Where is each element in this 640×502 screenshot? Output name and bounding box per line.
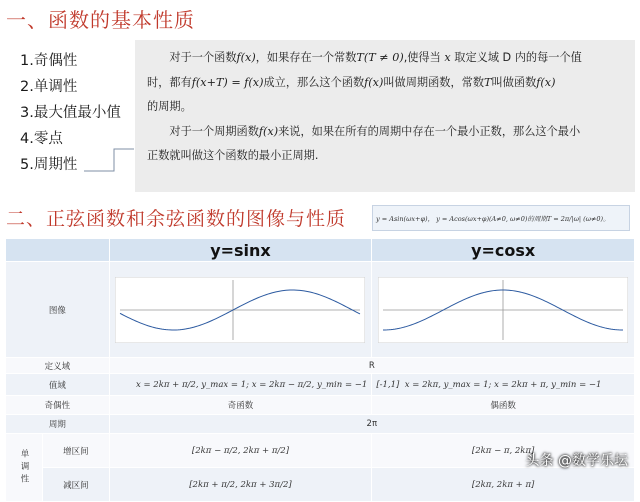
list-item: 2.单调性 xyxy=(20,79,78,95)
table-row xyxy=(6,415,635,434)
section1-title: 一、函数的基本性质 xyxy=(6,8,195,32)
range-cos: x = 2kπ, y_max = 1; x = 2kπ + π, y_min = −1 xyxy=(404,379,602,390)
periodic-definition-box xyxy=(135,40,635,192)
list-item: 3.最大值最小值 xyxy=(20,105,121,121)
definition-line-3: 的周期。 xyxy=(147,100,192,113)
table-row xyxy=(6,358,635,374)
range-cos-cell xyxy=(372,374,635,396)
decrease-sin: [2kπ + π/2, 2kπ + 3π/2] xyxy=(109,468,372,502)
list-item: 5.周期性 xyxy=(20,157,78,173)
definition-line-4 xyxy=(147,120,625,145)
period-formula: y = Asin(ωx+φ)， y = Acos(ωx+φ)(A≠0, ω≠0)的周期T = 2π/|ω| (ω≠0)。 xyxy=(372,205,630,231)
math-T: T(T ≠ 0) xyxy=(356,51,404,64)
math-eq: f(x+T) = f(x) xyxy=(191,75,264,89)
table-row xyxy=(6,396,635,415)
decrease-label: 减区间 xyxy=(43,468,110,502)
header-blank xyxy=(6,239,110,262)
parity-sin: 奇函数 xyxy=(109,396,372,415)
table-row xyxy=(6,374,635,396)
increase-label: 增区间 xyxy=(43,434,110,468)
text: 来说，如果在所有的周期中存在一个最小正数，那么这个最小 xyxy=(278,124,581,138)
header-cos: y=cosx xyxy=(372,239,635,262)
parity-label: 奇偶性 xyxy=(6,396,110,415)
text: 时，都有 xyxy=(147,75,192,89)
period-label: 周期 xyxy=(6,415,110,434)
text: 对于一个函数 xyxy=(169,51,237,64)
text: 成立，那么这个函数 xyxy=(263,75,365,89)
text: ，如果存在一个常数 xyxy=(255,51,357,64)
range-label: 值域 xyxy=(6,374,110,396)
table-row xyxy=(6,468,635,502)
math-x: x xyxy=(444,51,451,64)
increase-cos: [2kπ − π, 2kπ] xyxy=(372,434,635,468)
graph-label: 图像 xyxy=(6,262,110,358)
math-fx: f(x) xyxy=(536,75,556,89)
text: ,使得当 xyxy=(403,51,441,64)
sin-graph xyxy=(115,277,365,343)
table-row xyxy=(6,262,635,358)
math-fx: f(x) xyxy=(236,51,256,64)
math-fx: f(x) xyxy=(258,124,279,138)
text: 叫做周期函数，常数 xyxy=(383,75,485,89)
list-item: 1.奇偶性 xyxy=(20,53,78,69)
text: 取定义域 D 内的每一个值 xyxy=(454,51,582,64)
list-item: 4.零点 xyxy=(20,131,63,147)
math-T: T xyxy=(484,75,492,89)
monotonicity-label: 单调性 xyxy=(6,434,43,502)
domain-label: 定义域 xyxy=(6,358,110,374)
definition-line-5: 正数就叫做这个函数的最小正周期. xyxy=(147,149,319,162)
decrease-cos: [2kπ, 2kπ + π] xyxy=(372,468,635,502)
connector-line xyxy=(84,139,134,179)
table-header-row xyxy=(6,239,635,262)
period-value: 2π xyxy=(109,415,634,434)
definition-line-1 xyxy=(147,46,625,71)
range-sin: x = 2kπ + π/2, y_max = 1; x = 2kπ − π/2, y_min = −1 xyxy=(109,374,372,396)
section2-title: 二、正弦函数和余弦函数的图像与性质 xyxy=(6,208,347,230)
domain-value: R xyxy=(109,358,634,374)
math-fx: f(x) xyxy=(364,75,384,89)
text: 对于一个周期函数 xyxy=(169,124,259,138)
sin-graph-cell xyxy=(109,262,372,358)
header-sin: y=sinx xyxy=(109,239,372,262)
definition-line-2 xyxy=(147,71,625,96)
increase-sin: [2kπ − π/2, 2kπ + π/2] xyxy=(109,434,372,468)
parity-cos: 偶函数 xyxy=(372,396,635,415)
cos-graph-cell xyxy=(372,262,635,358)
watermark: 头条 @数学乐坛 xyxy=(525,453,628,469)
cos-graph xyxy=(378,277,628,343)
text: 叫做函数 xyxy=(491,75,537,89)
range-value: [-1,1] xyxy=(376,379,400,390)
